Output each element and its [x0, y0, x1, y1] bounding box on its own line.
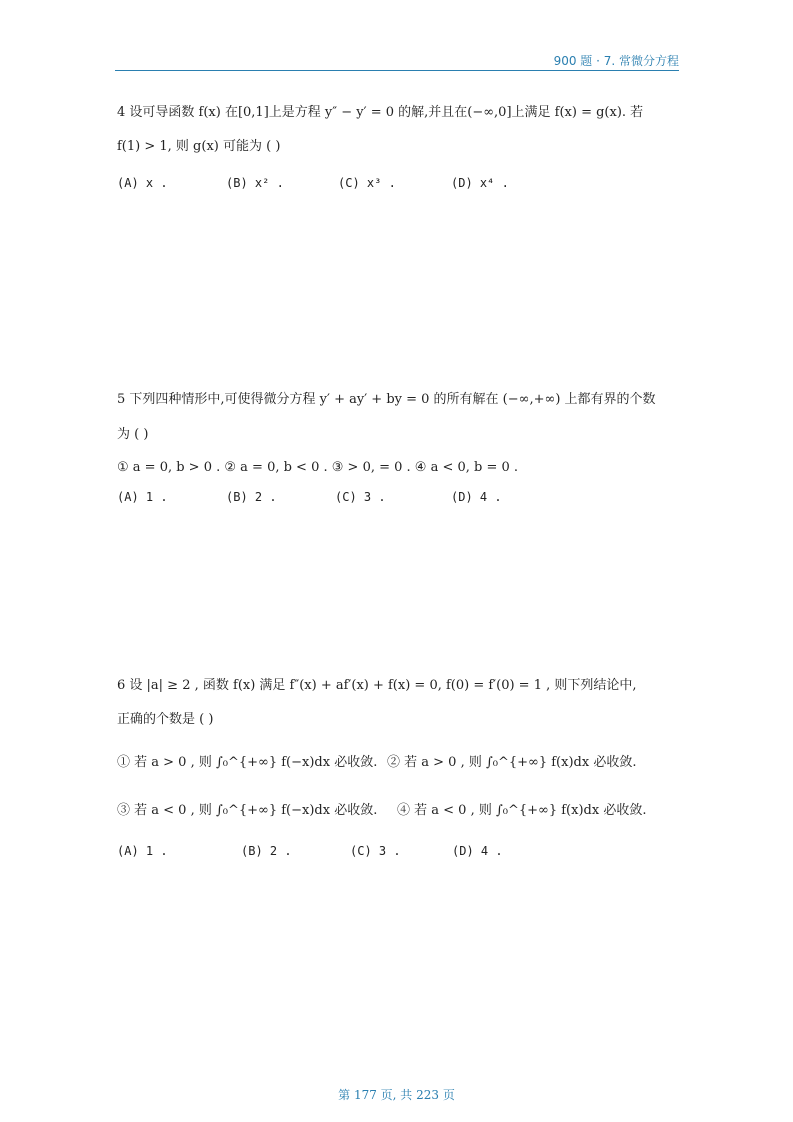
q5-line2: 为 ( ) [117, 427, 149, 442]
q6-option-a: (A) 1 . [117, 844, 168, 858]
q5-option-d: (D) 4 . [451, 490, 502, 504]
header-rule [115, 70, 679, 71]
q6-statement-3: ③ 若 a < 0 , 则 ∫₀^{+∞} f(−x)dx 必收敛. [117, 803, 378, 818]
q6-line1: 6 设 |a| ≥ 2 , 函数 f(x) 满足 f″(x) + af′(x) + f(x) = 0, f(0) = f′(0) = 1 , 则下列结论中, [117, 678, 637, 693]
q4-option-c: (C) x³ . [338, 176, 396, 190]
q4-line2: f(1) > 1, 则 g(x) 可能为 ( ) [117, 139, 281, 154]
q6-statement-1: ① 若 a > 0 , 则 ∫₀^{+∞} f(−x)dx 必收敛. [117, 755, 378, 770]
q4-option-a: (A) x . [117, 176, 168, 190]
q6-option-c: (C) 3 . [350, 844, 401, 858]
q4-option-b: (B) x² . [226, 176, 284, 190]
q5-line3: ① a = 0, b > 0 . ② a = 0, b < 0 . ③ > 0, = 0 . ④ a < 0, b = 0 . [117, 460, 519, 475]
q6-option-d: (D) 4 . [452, 844, 503, 858]
q5-option-b: (B) 2 . [226, 490, 277, 504]
running-header: 900 题 · 7. 常微分方程 [553, 54, 679, 68]
q5-option-c: (C) 3 . [335, 490, 386, 504]
q5-line1: 5 下列四种情形中,可使得微分方程 y′ + ay′ + by = 0 的所有解在 (−∞,+∞) 上都有界的个数 [117, 392, 656, 407]
q6-statement-4: ④ 若 a < 0 , 则 ∫₀^{+∞} f(x)dx 必收敛. [397, 803, 647, 818]
q5-option-a: (A) 1 . [117, 490, 168, 504]
q6-statement-2: ② 若 a > 0 , 则 ∫₀^{+∞} f(x)dx 必收敛. [387, 755, 637, 770]
q6-line2: 正确的个数是 ( ) [117, 712, 214, 727]
page-footer: 第 177 页, 共 223 页 [338, 1088, 455, 1102]
q4-line1: 4 设可导函数 f(x) 在[0,1]上是方程 y″ − y′ = 0 的解,并且在(−∞,0]上满足 f(x) = g(x). 若 [117, 105, 644, 120]
q6-option-b: (B) 2 . [241, 844, 292, 858]
q4-option-d: (D) x⁴ . [451, 176, 509, 190]
